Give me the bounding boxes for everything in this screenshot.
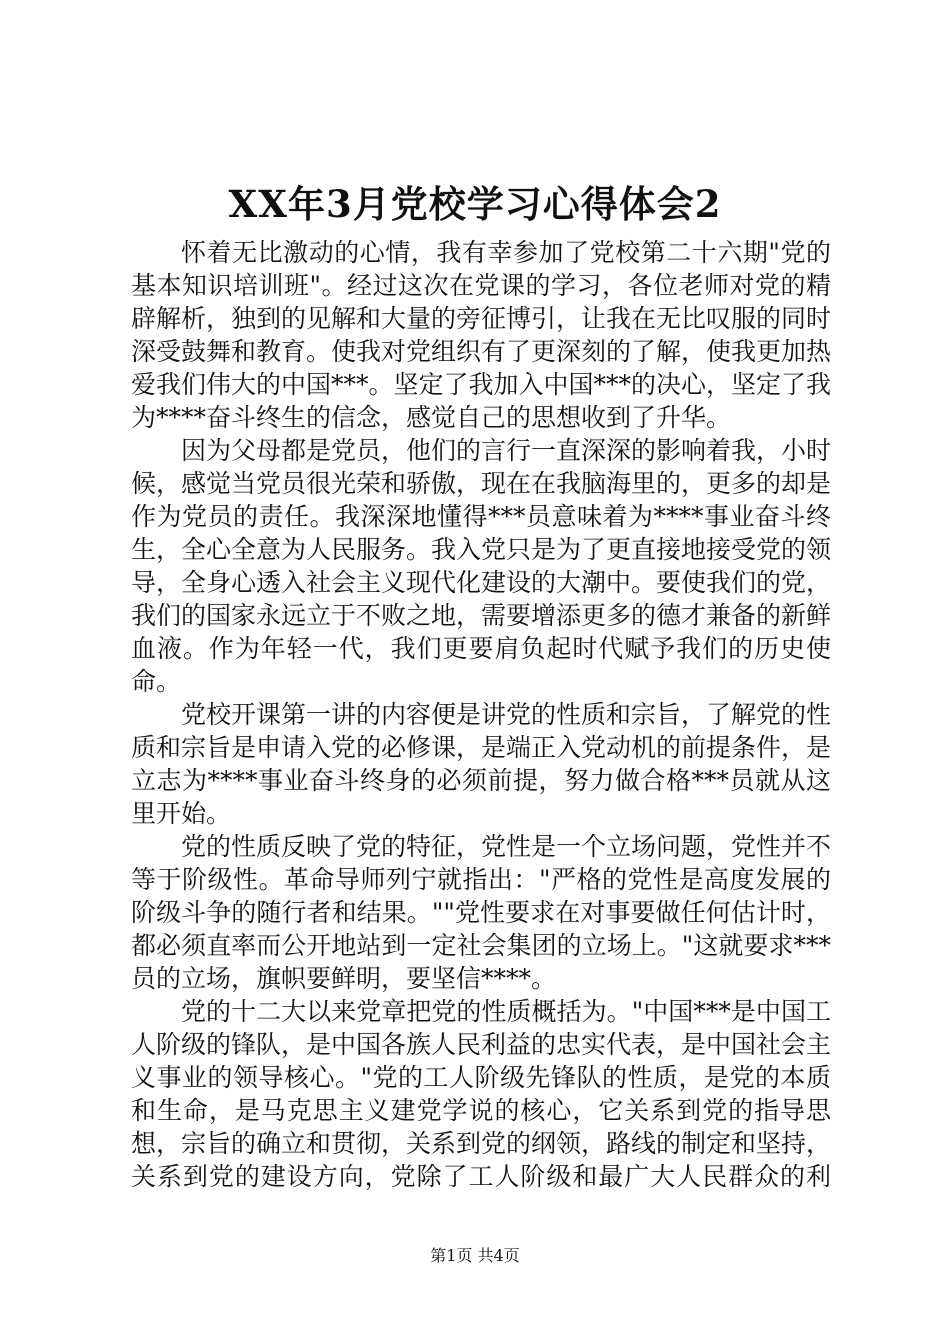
paragraph-2: 因为父母都是党员，他们的言行一直深深的影响着我，小时候，感觉当党员很光荣和骄傲，现在在我脑海里的，更多的却是作为党员的责任。我深深地懂得***员意味着为****事业奋斗终生，全心全意为人民服务。我入党只是为了更直接地接受党的领导，全身心透入社会主义现代化建设的大潮中。要使我们的党，我们的国家永远立于不败之地，需要增添更多的德才兼备的新鲜血液。作为年轻一代，我们更要肩负起时代赋予我们的历史使命。 [131, 436, 831, 696]
page-number-footer: 第1页 共4页 [430, 1246, 520, 1265]
paragraph-3: 党校开课第一讲的内容便是讲党的性质和宗旨，了解党的性质和宗旨是申请入党的必修课，是端正入党动机的前提条件，是立志为****事业奋斗终身的必须前提，努力做合格***员就从这里开始。 [131, 700, 831, 828]
paragraph-5: 党的十二大以来党章把党的性质概括为。"中国***是中国工人阶级的锋队，是中国各族人民利益的忠实代表，是中国社会主义事业的领导核心。"党的工人阶级先锋队的性质，是党的本质和生命，是马克思主义建党学说的核心，它关系到党的指导思想，宗旨的确立和贯彻，关系到党的纲领，路线的制定和坚持，关系到党的建设方向，党除了工人阶级和最广大人民群众的利 [131, 997, 831, 1191]
paragraph-4: 党的性质反映了党的特征，党性是一个立场问题，党性并不等于阶级性。革命导师列宁就指出："严格的党性是高度发展的阶级斗争的随行者和结果。""党性要求在对事要做任何估计时，都必须直率而公开地站到一定社会集团的立场上。"这就要求***员的立场，旗帜要鲜明，要坚信****。 [131, 832, 831, 993]
paragraph-1: 怀着无比激动的心情，我有幸参加了党校第二十六期"党的基本知识培训班"。经过这次在党课的学习，各位老师对党的精辟解析，独到的见解和大量的旁征博引，让我在无比叹服的同时深受鼓舞和教育。使我对党组织有了更深刻的了解，使我更加热爱我们伟大的中国***。坚定了我加入中国***的决心，坚定了我为****奋斗终生的信念，感觉自己的思想收到了升华。 [131, 238, 831, 432]
document-title: XX年3月党校学习心得体会2 [228, 182, 722, 226]
document-body [131, 236, 831, 1196]
